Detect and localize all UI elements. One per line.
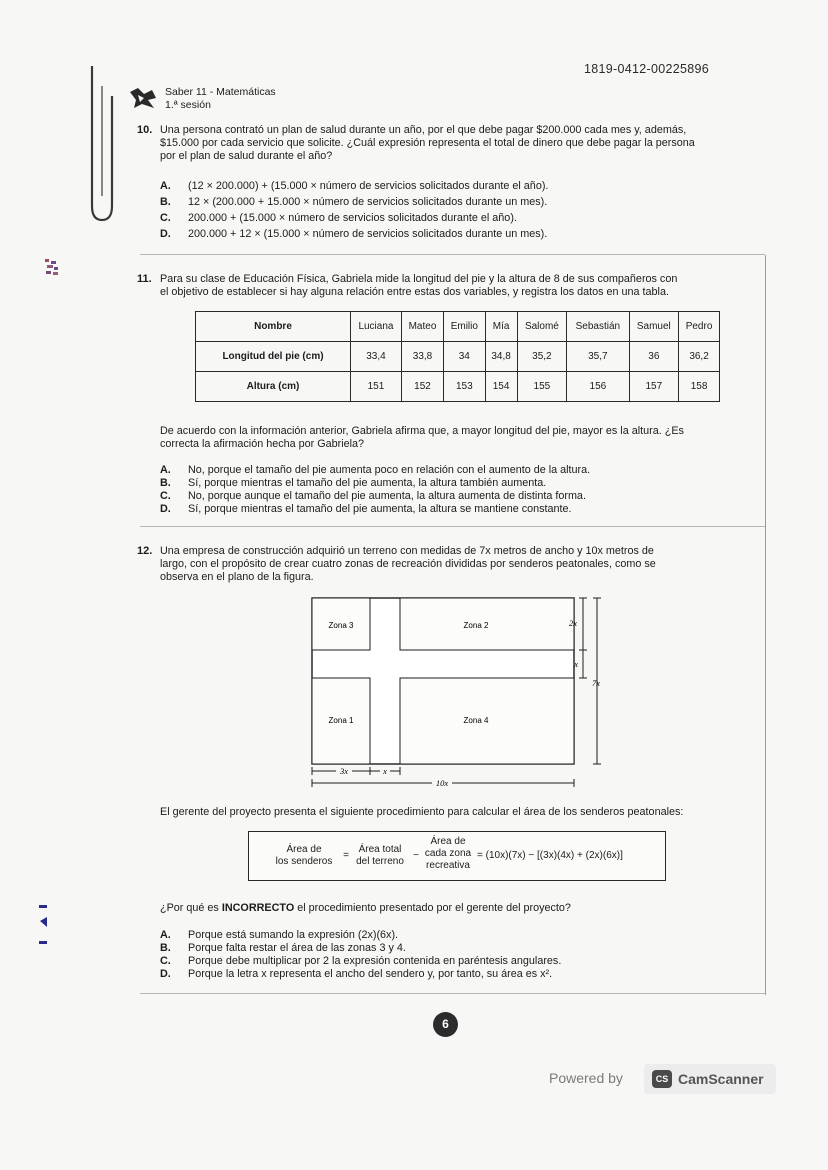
formula-rhs: = (10x)(7x) − [(3x)(4x) + (2x)(6x)]: [477, 850, 623, 861]
table-header-cell: Salomé: [517, 312, 567, 342]
formula-text: Área de: [430, 836, 466, 847]
table-cell: 33,8: [401, 342, 443, 372]
option-a[interactable]: [160, 180, 548, 193]
question-11-text: [160, 273, 677, 299]
formula-box: [248, 831, 666, 881]
table-cell: 155: [517, 372, 567, 402]
option-text: 200.000 + 12 × (15.000 × número de servicios solicitados durante un mes).: [188, 228, 548, 240]
table-header-cell: Samuel: [629, 312, 679, 342]
option-d[interactable]: [160, 228, 548, 241]
question-number: 12.: [137, 545, 153, 557]
exam-subject: Saber 11 - Matemáticas: [165, 86, 276, 98]
dim-3x: 3x: [339, 766, 349, 776]
text-line: el objetivo de establecer si hay alguna relación entre estas dos variables, y registra los datos en una tabla.: [160, 286, 669, 299]
option-d[interactable]: [160, 968, 561, 981]
option-a[interactable]: [160, 929, 561, 942]
zone-4-label: Zona 4: [463, 716, 489, 725]
table-cell: 157: [629, 372, 679, 402]
option-letter: B.: [160, 196, 171, 208]
table-cell: 156: [567, 372, 629, 402]
option-c[interactable]: [160, 490, 590, 503]
formula-text: los senderos: [275, 856, 333, 867]
text-line: correcta la afirmación hecha por Gabriela?: [160, 438, 365, 451]
text-line: Una empresa de construcción adquirió un terreno con medidas de 7x metros de ancho y 10x metros de: [160, 545, 654, 557]
dim-10x: 10x: [435, 778, 449, 788]
prompt-emphasis: INCORRECTO: [221, 902, 295, 914]
table-cell: 151: [351, 372, 402, 402]
dim-2x: 2x: [568, 618, 577, 628]
formula-minus: −: [413, 850, 419, 861]
text-line: Una persona contrató un plan de salud durante un año, por el que debe pagar $200.000 cada mes y, además,: [160, 124, 687, 136]
option-b[interactable]: [160, 477, 590, 490]
question-10-options: [160, 180, 548, 241]
formula-area-zona: [419, 836, 477, 872]
text-line: $15.000 por cada servicio que solicite. ¿Cuál expresión representa el total de dinero que debe pagar la persona: [160, 137, 695, 150]
table-cell: 153: [444, 372, 485, 402]
table-header-cell: Sebastián: [567, 312, 629, 342]
formula-text: Área total: [358, 844, 402, 855]
option-letter: D.: [160, 503, 171, 515]
option-letter: A.: [160, 929, 171, 941]
camscanner-logo-icon: CS: [652, 1070, 672, 1088]
table-row: [196, 372, 720, 402]
document-code: 1819-0412-00225896: [584, 62, 709, 76]
option-letter: D.: [160, 228, 171, 240]
land-plan-diagram: [300, 592, 610, 792]
zone-1-label: Zona 1: [328, 716, 354, 725]
question-number: 11.: [137, 273, 152, 285]
divider: [140, 526, 765, 527]
option-text: No, porque el tamaño del pie aumenta poco en relación con el aumento de la altura.: [188, 464, 591, 476]
option-text: Sí, porque mientras el tamaño del pie aumenta, la altura también aumenta.: [188, 477, 547, 489]
option-text: Sí, porque mientras el tamaño del pie aumenta, la altura se mantiene constante.: [188, 503, 572, 515]
exam-session: 1.ª sesión: [165, 99, 211, 111]
option-a[interactable]: [160, 464, 590, 477]
table-cell: 36: [629, 342, 679, 372]
data-table: [195, 311, 720, 402]
question-12-options: [160, 929, 561, 981]
table-cell: 35,7: [567, 342, 629, 372]
option-d[interactable]: [160, 503, 590, 516]
saber-logo-icon: [128, 86, 158, 110]
formula-equals: =: [343, 850, 349, 861]
manager-statement: El gerente del proyecto presenta el siguiente procedimiento para calcular el área de los senderos peatonales:: [160, 806, 684, 818]
dim-x-horizontal: x: [383, 766, 387, 776]
formula-text: recreativa: [426, 860, 470, 871]
table-header-cell: Luciana: [351, 312, 402, 342]
option-c[interactable]: [160, 955, 561, 968]
text-line: observa en el plano de la figura.: [160, 571, 314, 584]
table-cell: 35,2: [517, 342, 567, 372]
option-text: Porque está sumando la expresión (2x)(6x).: [188, 929, 399, 941]
formula-text: del terreno: [356, 856, 404, 867]
option-text: Porque la letra x representa el ancho del sendero y, por tanto, su área es x².: [188, 968, 553, 980]
option-text: 12 × (200.000 + 15.000 × número de servicios solicitados durante un mes).: [188, 196, 548, 208]
option-text: Porque falta restar el área de las zonas 3 y 4.: [188, 942, 406, 954]
option-letter: A.: [160, 180, 171, 192]
text-line: por el plan de salud durante el año?: [160, 150, 333, 163]
formula-text: cada zona: [424, 848, 472, 859]
text-line: De acuerdo con la información anterior, Gabriela afirma que, a mayor longitud del pie, mayor es la altura. ¿Es: [160, 425, 684, 437]
zone-2-label: Zona 2: [463, 621, 489, 630]
dim-7x: 7x: [592, 678, 601, 688]
powered-by-text: Powered by: [549, 1070, 623, 1086]
option-letter: B.: [160, 477, 171, 489]
dim-x-vertical: x: [574, 659, 578, 669]
option-text: 200.000 + (15.000 × número de servicios solicitados durante el año).: [188, 212, 517, 224]
option-b[interactable]: [160, 196, 548, 209]
option-letter: C.: [160, 490, 171, 502]
option-c[interactable]: [160, 212, 548, 225]
option-letter: B.: [160, 942, 171, 954]
option-text: (12 × 200.000) + (15.000 × número de servicios solicitados durante el año).: [188, 180, 549, 192]
table-header-cell: Emilio: [444, 312, 485, 342]
formula-area-senderos: [267, 844, 341, 868]
table-header-cell: Mateo: [401, 312, 443, 342]
table-cell: 34,8: [485, 342, 517, 372]
option-text: Porque debe multiplicar por 2 la expresión contenida en paréntesis angulares.: [188, 955, 562, 967]
margin-line: [765, 255, 766, 995]
question-12-text: [160, 545, 656, 585]
table-row-header: Longitud del pie (cm): [196, 342, 351, 372]
question-10-text: [160, 124, 695, 164]
divider: [140, 254, 765, 255]
option-b[interactable]: [160, 942, 561, 955]
table-cell: 154: [485, 372, 517, 402]
prompt-text: ¿Por qué es: [160, 902, 222, 914]
divider: [140, 993, 765, 994]
question-11-prompt: [160, 425, 684, 451]
option-letter: D.: [160, 968, 171, 980]
table-cell: 36,2: [679, 342, 720, 372]
table-cell: 158: [679, 372, 720, 402]
table-row: [196, 342, 720, 372]
exam-header: [165, 86, 276, 112]
page-number-badge: 6: [433, 1012, 458, 1037]
zone-3-label: Zona 3: [328, 621, 354, 630]
table-header-cell: Nombre: [196, 312, 351, 342]
paper-clip-icon: [84, 66, 120, 224]
table-header-row: [196, 312, 720, 342]
question-number: 10.: [137, 124, 153, 136]
text-line: Para su clase de Educación Física, Gabriela mide la longitud del pie y la altura de 8 de sus compañeros con: [160, 273, 678, 285]
option-letter: C.: [160, 212, 171, 224]
table-cell: 152: [401, 372, 443, 402]
camscanner-brand: CamScanner: [678, 1071, 764, 1087]
scan-artifact-icon: [44, 258, 60, 276]
table-cell: 34: [444, 342, 485, 372]
option-text: No, porque aunque el tamaño del pie aumenta, la altura aumenta de distinta forma.: [188, 490, 586, 502]
question-12-prompt: [160, 902, 571, 915]
table-header-cell: Pedro: [679, 312, 720, 342]
option-letter: C.: [160, 955, 171, 967]
table-cell: 33,4: [351, 342, 402, 372]
margin-mark-icon: [38, 905, 48, 949]
text-line: largo, con el propósito de crear cuatro zonas de recreación divididas por senderos peatonales, como se: [160, 558, 656, 571]
table-row-header: Altura (cm): [196, 372, 351, 402]
prompt-text: el procedimiento presentado por el gerente del proyecto?: [294, 902, 571, 914]
option-letter: A.: [160, 464, 171, 476]
question-11-options: [160, 464, 590, 516]
formula-text: Área de: [286, 844, 322, 855]
formula-area-total: [349, 844, 411, 868]
table-header-cell: Mía: [485, 312, 517, 342]
